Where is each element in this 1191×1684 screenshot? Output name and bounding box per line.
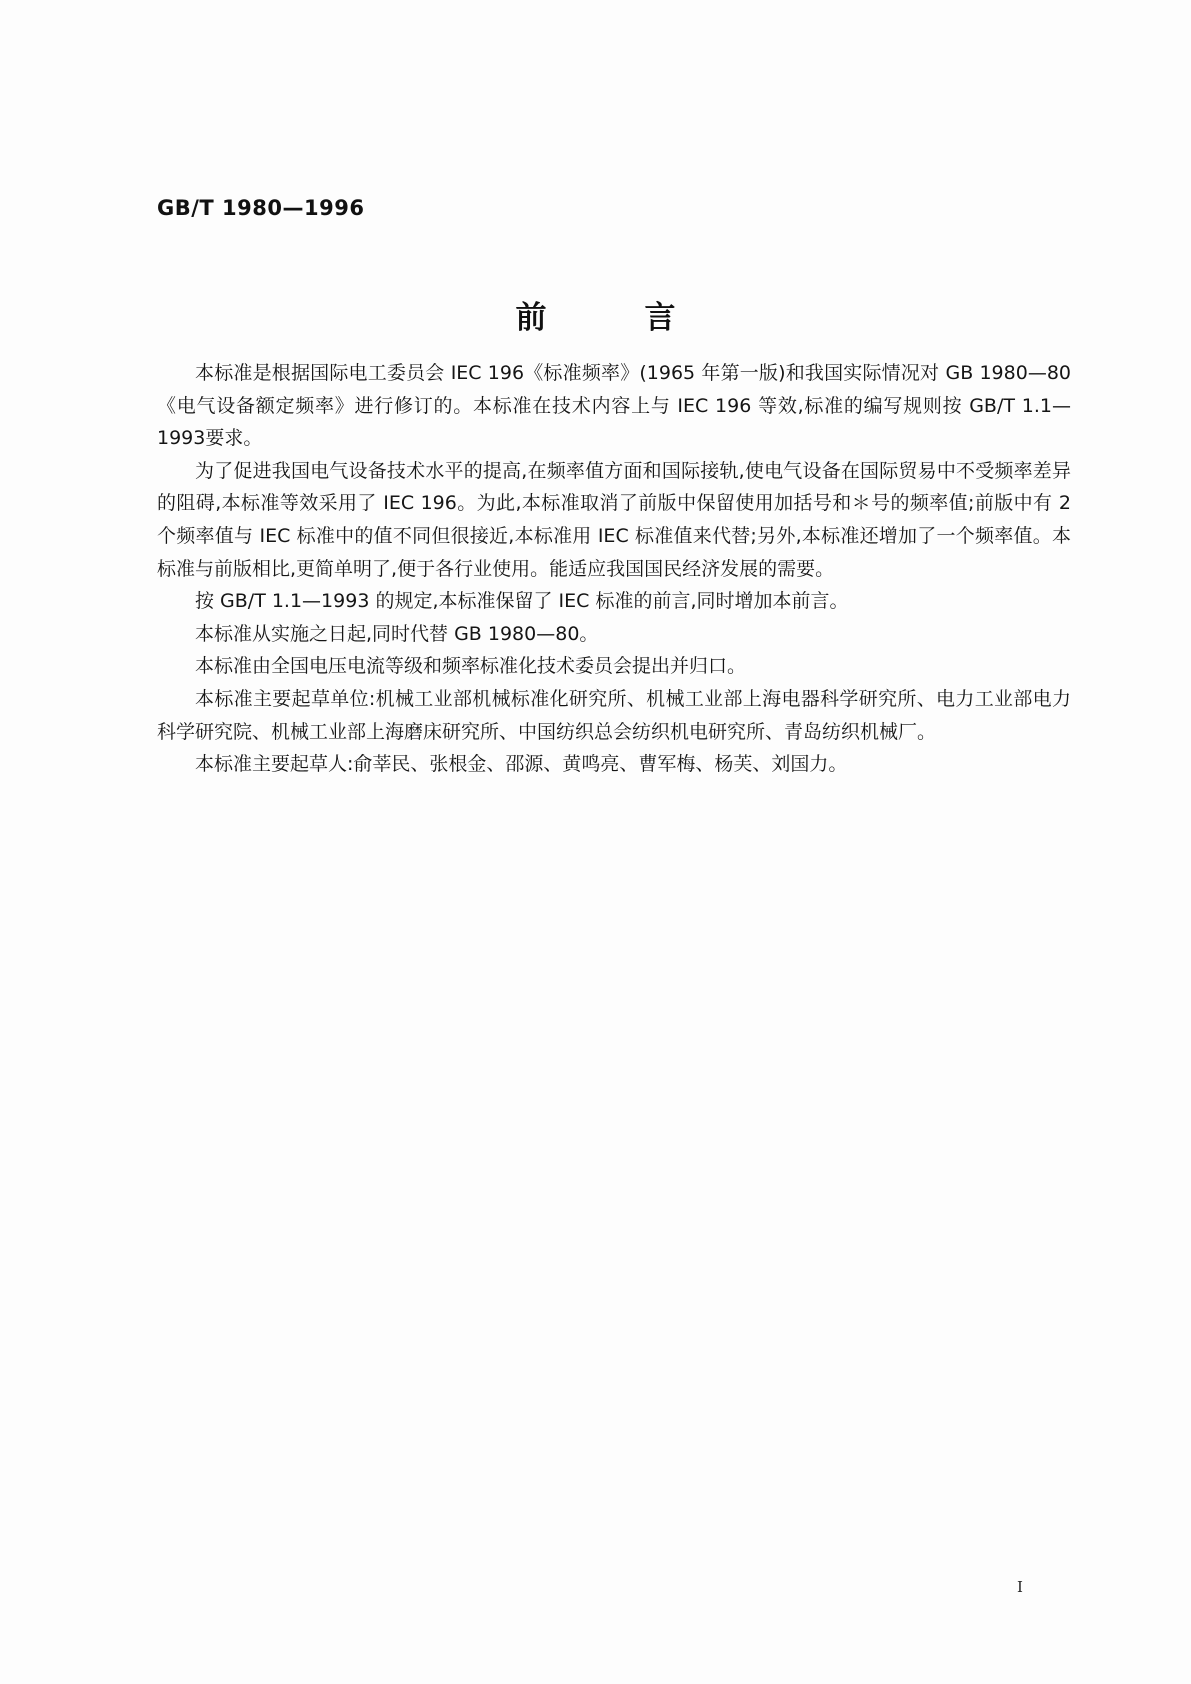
paragraph-foreword-rule: 按 GB/T 1.1—1993 的规定,本标准保留了 IEC 标准的前言,同时增加本前言。 [195,590,849,613]
standard-code: GB/T 1980—1996 [157,196,365,220]
paragraph-committee: 本标准由全国电压电流等级和频率标准化技术委员会提出并归口。 [195,655,747,678]
paragraph-replacement: 本标准从实施之日起,同时代替 GB 1980—80。 [195,622,599,645]
paragraph-drafting-units: 本标准主要起草单位:机械工业部机械标准化研究所、机械工业部上海电器科学研究所、电力工业部电力科学研究院、机械工业部上海磨床研究所、中国纺织总会纺织机电研究所、青岛纺织机械厂。 [157,687,1071,743]
paragraph-drafters: 本标准主要起草人:俞莘民、张根金、邵源、黄鸣亮、曹军梅、杨芙、刘国力。 [195,753,848,776]
page-number: I [1017,1578,1023,1596]
foreword-body [157,357,1071,781]
page-title: 前言 [515,300,774,336]
paragraph-basis: 本标准是根据国际电工委员会 IEC 196《标准频率》(1965 年第一版)和我国实际情况对 GB 1980—80《电气设备额定频率》进行修订的。本标准在技术内容上与 IEC 196 等效,标准的编写规则按 GB/T 1.1—1993要求。 [157,362,1071,450]
paragraph-purpose: 为了促进我国电气设备技术水平的提高,在频率值方面和国际接轨,使电气设备在国际贸易中不受频率差异的阻碍,本标准等效采用了 IEC 196。为此,本标准取消了前版中保留使用加括号和＊号的频率值;前版中有 2 个频率值与 IEC 标准中的值不同但很接近,本标准用 IEC 标准值来代替;另外,本标准还增加了一个频率值。本标准与前版相比,更简单明了,便于各行业使用。能适应我国国民经济发展的需要。 [157,459,1071,580]
